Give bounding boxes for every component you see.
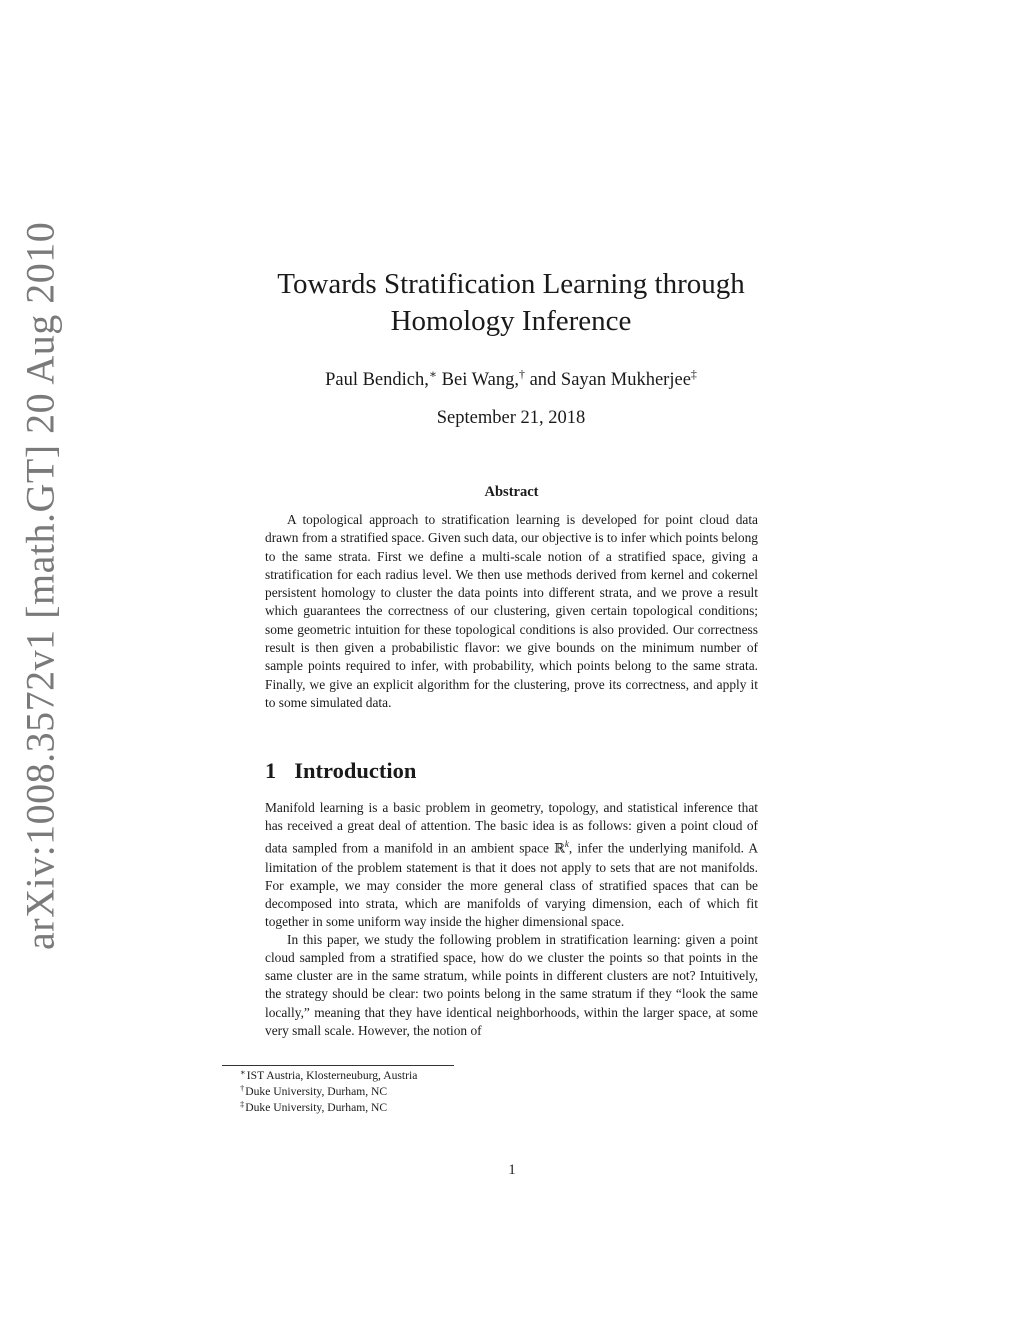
footnotes	[240, 1068, 540, 1117]
footnote-2-text: Duke University, Durham, NC	[245, 1085, 388, 1099]
section-heading	[265, 755, 758, 787]
paper-title-line-1: Towards Stratification Learning through	[277, 268, 745, 300]
section-title: Introduction	[294, 758, 417, 783]
footnote-1-mark: ∗	[240, 1067, 246, 1077]
footnote-3-mark: ‡	[240, 1099, 245, 1110]
footnote-3-text: Duke University, Durham, NC	[245, 1101, 388, 1115]
intro-paragraph-1-start: Manifold learning is a basic problem in geometry, topology, and statistical inference that has received a great deal of attention. The basic idea is as follows: given a point cloud of data sampled from a manifold in an ambient space	[265, 800, 758, 856]
real-space-symbol: ℝ	[554, 841, 565, 857]
abstract-heading: Abstract	[484, 484, 539, 500]
paper-date: September 21, 2018	[436, 408, 586, 428]
footnote-1	[240, 1068, 540, 1084]
paper-title-line-2: Homology Inference	[390, 305, 632, 337]
intro-paragraph-2: In this paper, we study the following problem in stratification learning: given a point cloud sampled from a stratified space, how do we cluster the points so that points in the same cluster are in the same stratum, while points in different clusters are not? Intuitively, the strategy should be clear: two points belong in the same stratum if they “look the same locally,” meaning that they have identical neighborhoods, within the larger space, at some very small scale. However, the notion of	[265, 932, 758, 1038]
title-block	[200, 266, 822, 430]
footnote-mark-3: ‡	[690, 367, 697, 381]
intro-paragraph-1	[265, 799, 758, 931]
footnote-mark-2: †	[518, 367, 525, 381]
intro-paragraph-1-end: , infer the underlying manifold. A limitation of the problem statement is that it does not apply to sets that are not manifolds. For example, we may consider the more general class of stratified spaces that can be decomposed into strata, which are manifolds of varying dimension, each of which fit together in some uniform way inside the higher dimensional space.	[265, 840, 758, 930]
page-number: 1	[508, 1162, 516, 1178]
section-introduction	[265, 755, 758, 1040]
section-number: 1	[265, 758, 277, 783]
footnote-mark-1: ∗	[428, 367, 438, 381]
abstract-body: A topological approach to stratification learning is developed for point cloud data drawn from a stratified space. Given such data, our objective is to infer which points belong to the same strata. First we define a multi-scale notion of a stratified space, giving a stratification for each radius level. We then use methods derived from kernel and cokernel persistent homology to cluster the data points into different strata, and we prove a result which guarantees the correctness of our clustering, given certain topological conditions; some geometric intuition for these topological conditions is also provided. Our correctness result is then given a probabilistic flavor: we give bounds on the minimum number of sample points required to infer, with probability, which points belong to the same strata. Finally, we give an explicit algorithm for the clustering, prove its correctness, and apply it to some simulated data.	[265, 512, 758, 710]
author-list	[200, 368, 822, 392]
footnote-2	[240, 1084, 540, 1100]
author-wang: Bei Wang,	[437, 370, 519, 390]
footnote-1-text: IST Austria, Klosterneuburg, Austria	[246, 1069, 418, 1082]
arxiv-identifier: arXiv:1008.3572v1 [math.GT] 20 Aug 2010	[17, 221, 63, 950]
dimension-exponent: k	[564, 839, 569, 850]
footnote-2-mark: †	[240, 1083, 245, 1094]
author-mukherjee: and Sayan Mukherjee	[524, 370, 691, 390]
footnote-3	[240, 1100, 540, 1116]
footnote-divider	[222, 1065, 454, 1066]
abstract	[265, 482, 758, 712]
author-bendich: Paul Bendich,	[325, 370, 429, 390]
